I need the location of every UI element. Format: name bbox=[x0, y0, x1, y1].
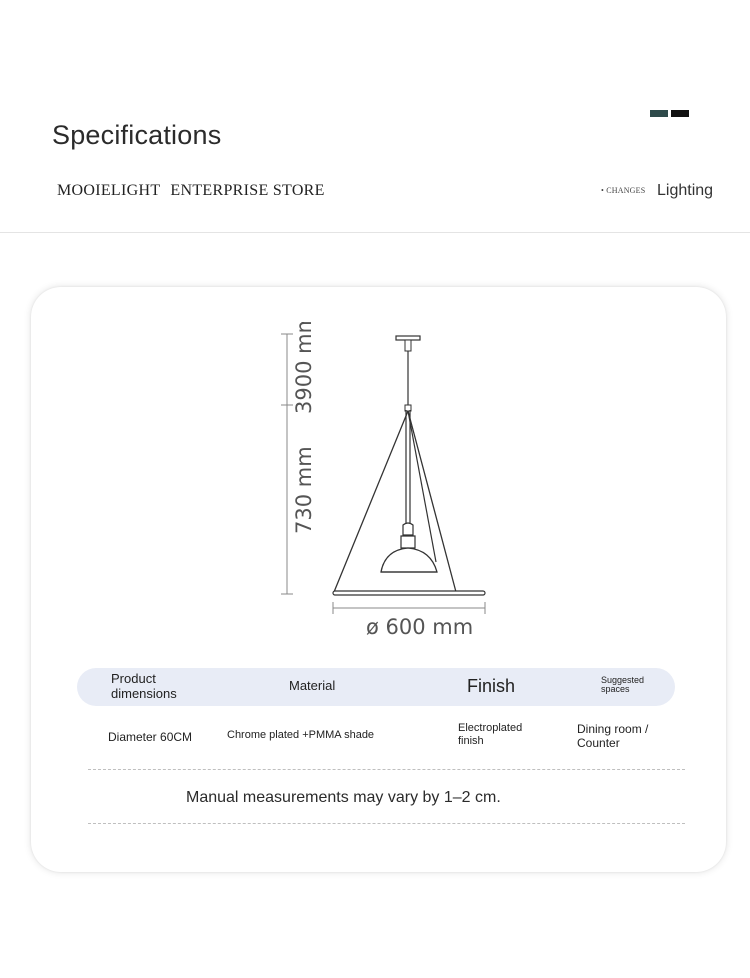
store-name bbox=[57, 182, 325, 200]
lamp-shade bbox=[381, 548, 437, 572]
lamp-diagram bbox=[261, 322, 501, 642]
category-label: Lighting bbox=[657, 182, 714, 199]
store-brand: MOOIELIGHT bbox=[57, 182, 161, 199]
value-material: Chrome plated +PMMA shade bbox=[227, 729, 375, 741]
diameter-label: ø 600 mm bbox=[366, 615, 474, 639]
measurement-note: Manual measurements may vary by 1–2 cm. bbox=[186, 789, 501, 806]
swatch-black bbox=[671, 110, 689, 117]
value-finish: Electroplated finish bbox=[458, 722, 523, 748]
ring-base bbox=[333, 591, 485, 595]
value-spaces: Dining room / Counter bbox=[577, 722, 649, 751]
ceiling-canopy bbox=[396, 336, 420, 340]
height-top-label: 3900 mm bbox=[292, 322, 316, 414]
store-suffix: ENTERPRISE STORE bbox=[170, 182, 325, 199]
spec-header-row bbox=[77, 668, 675, 706]
header-finish: Finish bbox=[467, 676, 516, 696]
swatch-dark-teal bbox=[650, 110, 668, 117]
spec-card bbox=[31, 287, 726, 872]
lamp-dimension-drawing bbox=[261, 322, 501, 647]
lamp-socket bbox=[401, 536, 415, 548]
color-swatches bbox=[650, 110, 689, 117]
page-title: Specifications bbox=[52, 120, 222, 150]
divider-bottom bbox=[88, 823, 685, 824]
header-dimensions: Product dimensions bbox=[111, 671, 177, 701]
header-material: Material bbox=[289, 678, 336, 693]
value-dimensions: Diameter 60CM bbox=[108, 730, 193, 744]
height-lamp-label: 730 mm bbox=[292, 446, 316, 534]
divider-top bbox=[88, 769, 685, 770]
header-spaces: Suggested spaces bbox=[601, 675, 645, 695]
page-header bbox=[0, 0, 750, 233]
changes-label: • CHANGES bbox=[601, 186, 646, 195]
